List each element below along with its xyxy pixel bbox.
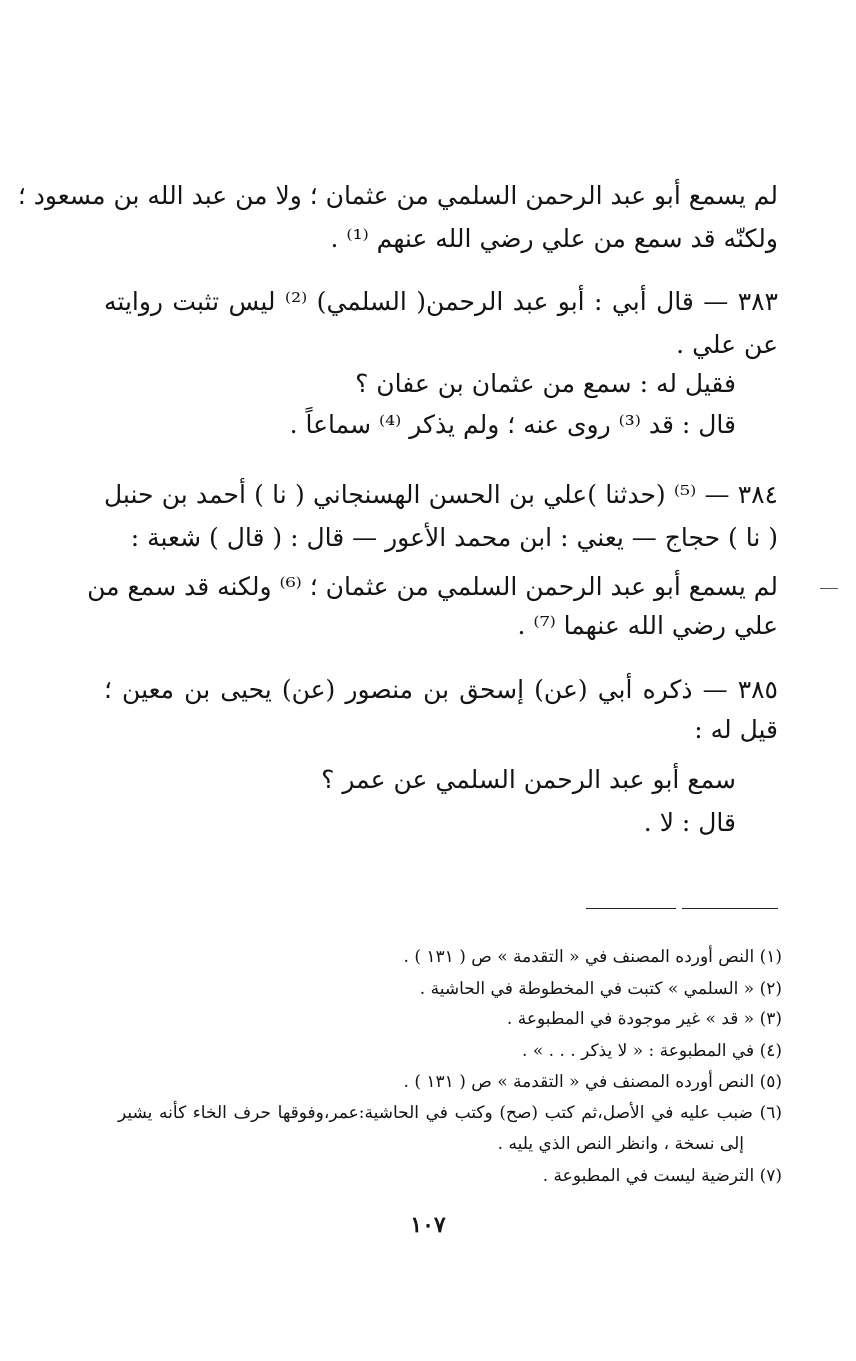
entry-385-line-4: قال : لا . [643, 808, 736, 837]
entry-385-line-2: قيل له : [694, 715, 778, 744]
footnote-5: (٥) النص أورده المصنف في « التقدمة » ص ( ١٣١ ) . [403, 1072, 782, 1092]
entry-383-line-4: قال : قد ⁽³⁾ روى عنه ؛ ولم يذكر ⁽⁴⁾ سماعاً . [289, 410, 736, 439]
page-number: ١٠٧ [410, 1212, 446, 1238]
footnote-rule-left [586, 908, 676, 909]
footnote-1: (١) النص أورده المصنف في « التقدمة » ص ( ١٣١ ) . [403, 947, 782, 967]
footnote-rule-right [682, 908, 778, 909]
margin-mark [820, 588, 838, 589]
footnote-7: (٧) الترضية ليست في المطبوعة . [542, 1166, 782, 1186]
footnote-6-continued: إلى نسخة ، وانظر النص الذي يليه . [497, 1134, 744, 1154]
footnote-3: (٣) « قد » غير موجودة في المطبوعة . [506, 1009, 782, 1029]
entry-383-line-2: عن علي . [676, 330, 778, 359]
text-line-2: ولكنّه قد سمع من علي رضي الله عنهم ⁽¹⁾ . [330, 224, 778, 253]
entry-384-line-3: لم يسمع أبو عبد الرحمن السلمي من عثمان ؛ ⁽⁶⁾ ولكنه قد سمع من [87, 572, 778, 601]
footnote-6: (٦) ضبب عليه في الأصل،ثم كتب (صح) وكتب في الحاشية:عمر،وفوقها حرف الخاء كأنه يشير [118, 1103, 782, 1123]
entry-385-line-1: ٣٨٥ — ذكره أبي (عن) إسحق بن منصور (عن) يحيى بن معين ؛ [104, 675, 778, 704]
entry-383-line-1: ٣٨٣ — قال أبي : أبو عبد الرحمن( السلمي) ⁽²⁾ ليس تثبت روايته [104, 287, 778, 316]
entry-385-line-3: سمع أبو عبد الرحمن السلمي عن عمر ؟ [321, 765, 736, 794]
text-line-1: لم يسمع أبو عبد الرحمن السلمي من عثمان ؛ ولا من عبد الله بن مسعود ؛ [17, 181, 778, 210]
footnote-4: (٤) في المطبوعة : « لا يذكر . . . » . [522, 1041, 782, 1061]
footnote-2: (٢) « السلمي » كتبت في المخطوطة في الحاشية . [419, 979, 782, 999]
entry-384-line-4: علي رضي الله عنهما ⁽⁷⁾ . [517, 611, 778, 640]
entry-384-line-2: ( نا ) حجاج — يعني : ابن محمد الأعور — قال : ( قال ) شعبة : [130, 523, 778, 552]
entry-383-line-3: فقيل له : سمع من عثمان بن عفان ؟ [355, 369, 736, 398]
entry-384-line-1: ٣٨٤ — ⁽⁵⁾ (حدثنا )علي بن الحسن الهسنجاني ( نا ) أحمد بن حنبل [104, 480, 778, 509]
